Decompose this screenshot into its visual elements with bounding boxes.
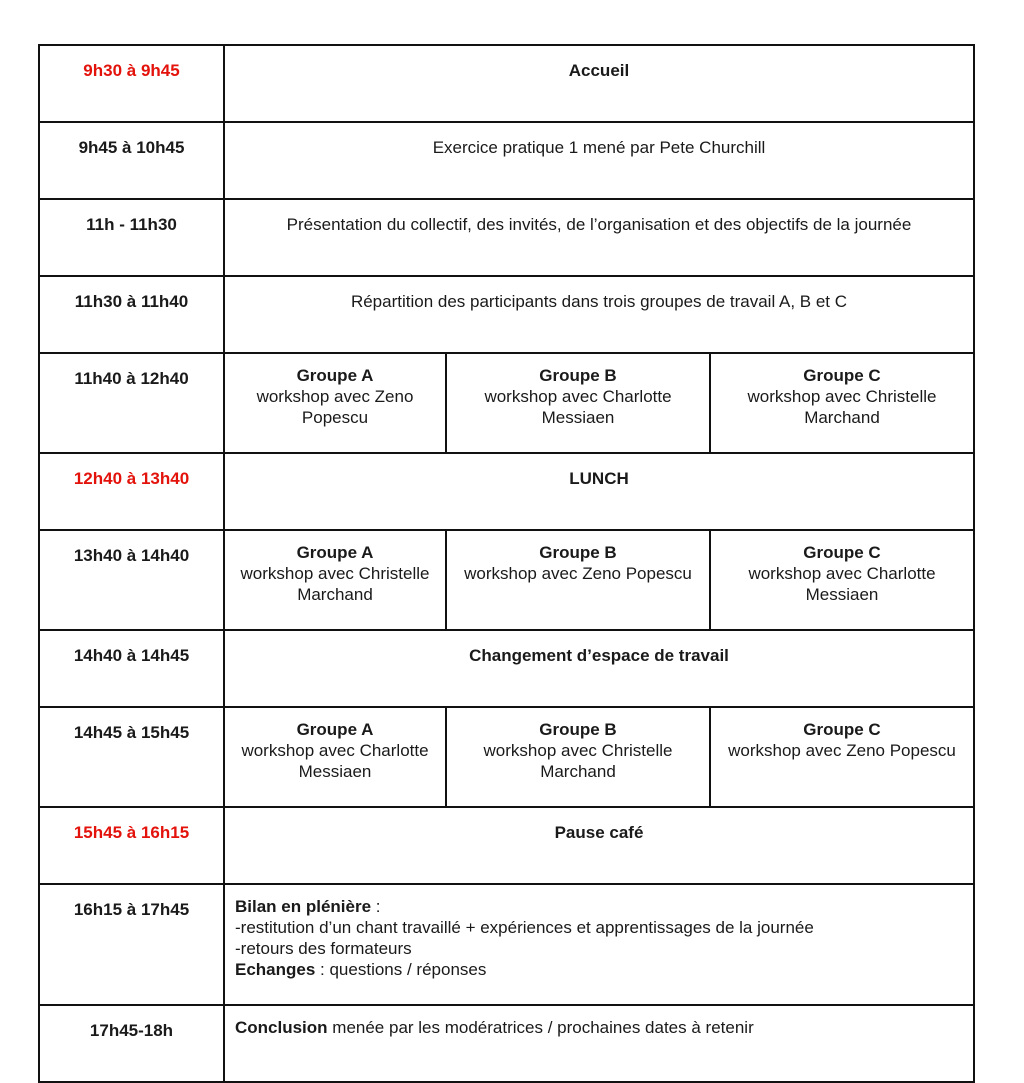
schedule-row-workshops-1 — [39, 353, 974, 453]
group-a-cell — [224, 353, 446, 453]
time-cell: 15h45 à 16h15 — [39, 807, 224, 884]
activity-title: Changement d’espace de travail — [224, 630, 974, 707]
time-cell: 17h45-18h — [39, 1005, 224, 1082]
time-cell: 12h40 à 13h40 — [39, 453, 224, 530]
group-b-cell — [446, 353, 710, 453]
activity-text: Présentation du collectif, des invités, de l’organisation et des objectifs de la journée — [224, 199, 974, 276]
group-workshop: workshop avec Zeno Popescu — [728, 741, 956, 760]
bilan-echanges — [235, 959, 963, 980]
group-name: Groupe B — [539, 366, 617, 385]
group-name: Groupe A — [296, 720, 374, 739]
bilan-cell — [224, 884, 974, 1005]
schedule-row-workshops-3 — [39, 707, 974, 807]
schedule-row-repartition — [39, 276, 974, 353]
group-name: Groupe C — [803, 543, 881, 562]
conclusion-cell — [224, 1005, 974, 1082]
time-cell: 13h40 à 14h40 — [39, 530, 224, 630]
schedule-row-changement — [39, 630, 974, 707]
group-b-cell — [446, 530, 710, 630]
group-c-cell — [710, 707, 974, 807]
activity-title: Accueil — [224, 45, 974, 122]
schedule-row-pause — [39, 807, 974, 884]
echanges-text: : questions / réponses — [315, 960, 487, 979]
group-workshop: workshop avec Christelle Marchand — [240, 564, 430, 604]
group-workshop: workshop avec Christelle Marchand — [483, 741, 673, 781]
schedule-row-workshops-2 — [39, 530, 974, 630]
activity-text: Répartition des participants dans trois groupes de travail A, B et C — [224, 276, 974, 353]
group-workshop: workshop avec Zeno Popescu — [464, 564, 692, 583]
activity-title: LUNCH — [224, 453, 974, 530]
group-workshop: workshop avec Zeno Popescu — [256, 387, 414, 427]
conclusion-label: Conclusion — [235, 1018, 328, 1037]
time-cell: 14h40 à 14h45 — [39, 630, 224, 707]
group-name: Groupe A — [296, 543, 374, 562]
schedule-row-conclusion — [39, 1005, 974, 1082]
group-workshop: workshop avec Charlotte Messiaen — [241, 741, 429, 781]
bilan-line-restitution: -restitution d’un chant travaillé + expériences et apprentissages de la journée — [235, 918, 814, 937]
time-cell: 16h15 à 17h45 — [39, 884, 224, 1005]
schedule-row-presentation — [39, 199, 974, 276]
group-a-cell — [224, 530, 446, 630]
group-workshop: workshop avec Charlotte Messiaen — [748, 564, 936, 604]
time-cell: 9h45 à 10h45 — [39, 122, 224, 199]
activity-text: Exercice pratique 1 mené par Pete Churchill — [224, 122, 974, 199]
bilan-line-retours: -retours des formateurs — [235, 939, 412, 958]
group-c-cell — [710, 530, 974, 630]
schedule-row-accueil — [39, 45, 974, 122]
group-workshop: workshop avec Christelle Marchand — [747, 387, 937, 427]
bilan-heading — [235, 896, 963, 917]
group-workshop: workshop avec Charlotte Messiaen — [484, 387, 672, 427]
time-cell: 9h30 à 9h45 — [39, 45, 224, 122]
echanges-label: Echanges — [235, 960, 316, 979]
schedule-row-lunch — [39, 453, 974, 530]
bilan-label: Bilan en plénière — [235, 897, 372, 916]
schedule-row-exercice — [39, 122, 974, 199]
time-cell: 11h - 11h30 — [39, 199, 224, 276]
schedule-row-bilan — [39, 884, 974, 1005]
bilan-suffix: : — [371, 897, 381, 916]
group-c-cell — [710, 353, 974, 453]
group-name: Groupe C — [803, 720, 881, 739]
conclusion-text: menée par les modératrices / prochaines dates à retenir — [327, 1018, 754, 1037]
group-name: Groupe A — [296, 366, 374, 385]
time-cell: 11h30 à 11h40 — [39, 276, 224, 353]
group-a-cell — [224, 707, 446, 807]
time-cell: 14h45 à 15h45 — [39, 707, 224, 807]
time-cell: 11h40 à 12h40 — [39, 353, 224, 453]
group-name: Groupe B — [539, 543, 617, 562]
group-name: Groupe C — [803, 366, 881, 385]
activity-title: Pause café — [224, 807, 974, 884]
group-b-cell — [446, 707, 710, 807]
group-name: Groupe B — [539, 720, 617, 739]
schedule-table — [38, 44, 975, 1083]
